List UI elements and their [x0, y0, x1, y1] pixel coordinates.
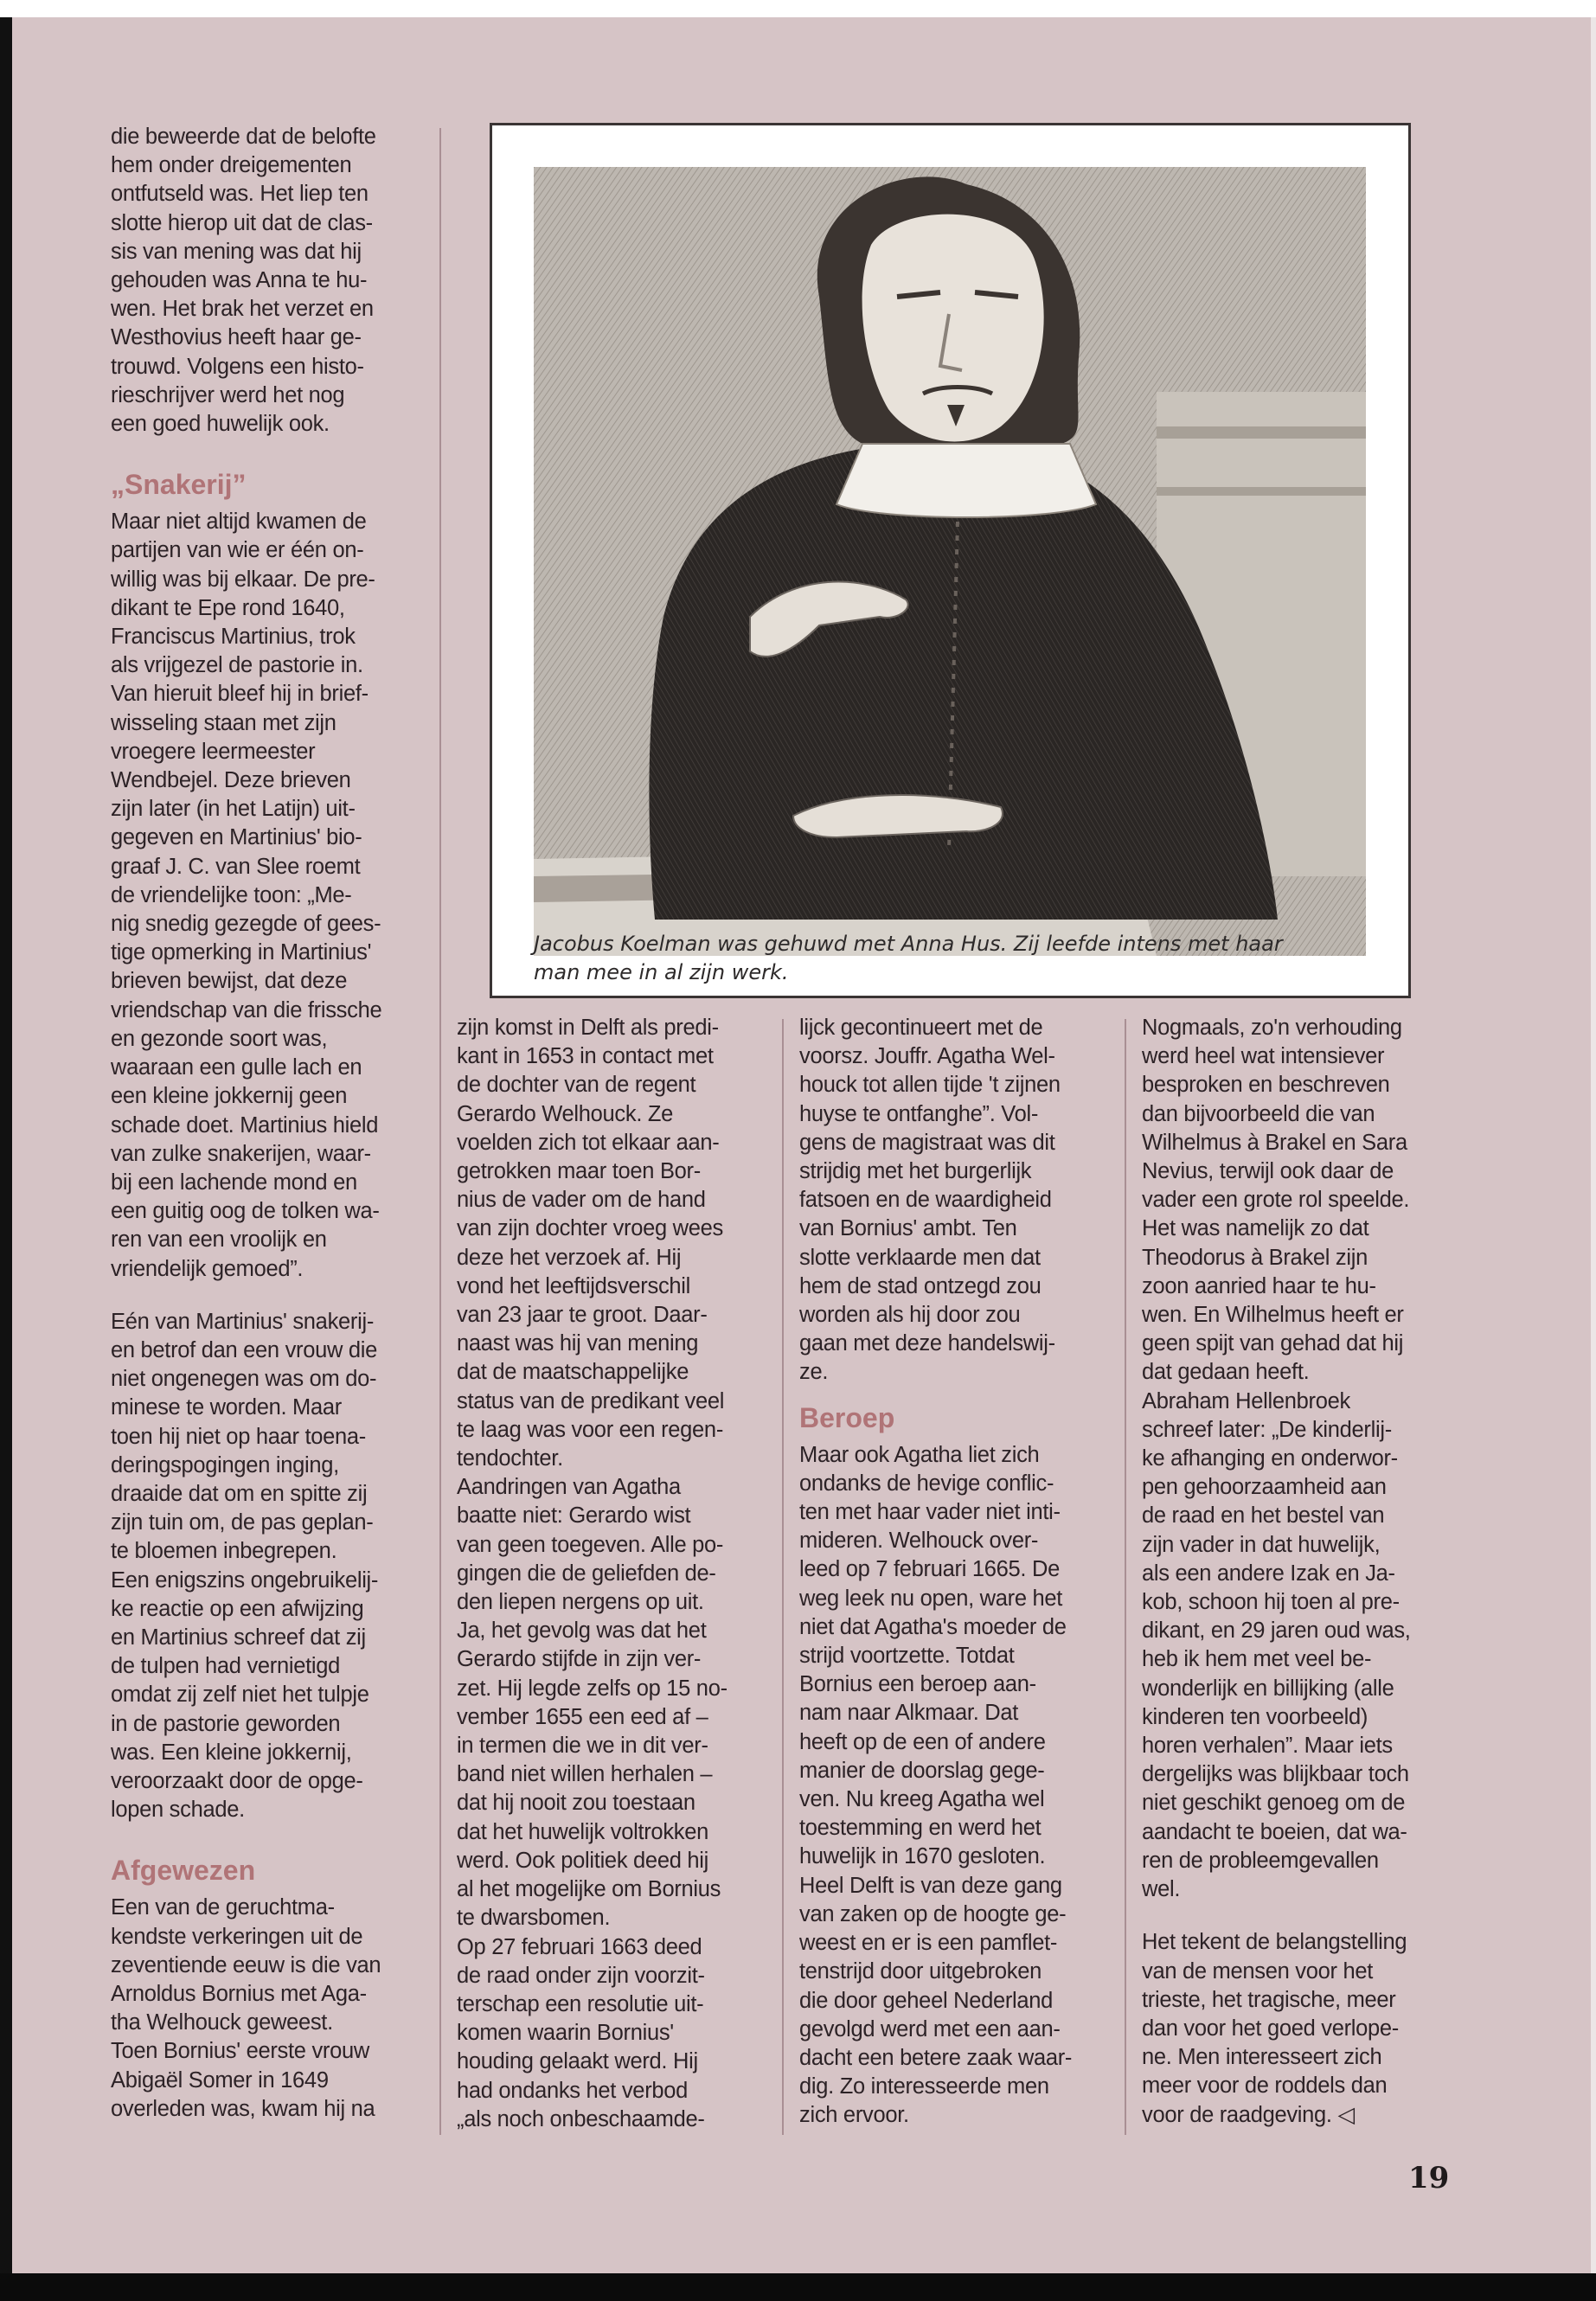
column-1 — [111, 123, 439, 2124]
paragraph-delft: zijn komst in Delft als predi- kant in 1653 in contact met de dochter van de regent Gerardo Welhouck. Ze voelden zich tot elkaar aan- getrokken maar toen Bor- nius de vader om de hand van zijn dochter vroeg wees deze het verzoek af. Hij vond het leeftijdsverschil van 23 jaar te groot. Daar- naast was hij van mening dat de maatschappelijke status van de predikant veel te laag was voor een regen- tendochter. Aandringen van Agatha baatte niet: Gerardo wist van geen toegeven. Alle po- gingen die de geliefden de- den liepen nergens op uit. Ja, het gevolg was dat het Gerardo stijfde in zijn ver- zet. Hij legde zelfs op 15 no- vember 1655 een eed af – in termen die we in dit ver- band niet willen herhalen – dat hij nooit zou toestaan dat het huwelijk voltrokken werd. Ook politiek deed hij al het mogelijke om Bornius te dwarsbomen. Op 27 februari 1663 deed de raad onder zijn voorzit- terschap een resolutie uit- komen waarin Bornius' houding gelaakt werd. Hij had ondanks het verbod „als noch onbeschaamde- — [457, 1016, 727, 2131]
paragraph-conclusion: Het tekent de belangstelling van de mensen voor het trieste, het tragische, meer dan voor het goed verlope- ne. Men interesseert zich meer voor de roddels dan voor de raadgeving. ◁ — [1142, 1930, 1407, 2127]
top-margin — [0, 0, 1596, 19]
paragraph-snakerij: Maar niet altijd kwamen de partijen van wie er één on- willig was bij elkaar. De pre- dikant te Epe rond 1640, Franciscus Martinius, trok als vrijgezel de pastorie in. Van hieruit bleef hij in brief- wisseling staan met zijn vroegere leermeester Wendbejel. Deze brieven zijn later (in het Latijn) uit- gegeven en Martinius' bio- graaf J. C. van Slee roemt de vriendelijke toon: „Me- nig snedig gezegde of gees- tige opmerking in Martinius' brieven bewijst, dat deze vriendschap van die frissche en gezonde soort was, waaraan een gulle lach en een kleine jokkernij geen schade doet. Martinius hield van zulke snakerijen, waar- bij een lachende mond en een guitig oog de tolken wa- ren van een vroolijk en vriendelijk gemoed”. — [111, 510, 382, 1281]
column-2 — [457, 1014, 777, 2134]
heading-beroep: Beroep — [799, 1401, 895, 1433]
paragraph-brakel: Nogmaals, zo'n verhouding werd heel wat intensiever besproken en beschreven dan bijvoorbeeld die van Wilhelmus à Brakel en Sara Nevius, terwijl ook daar de vader een grote rol speelde. Het was namelijk zo dat Theodorus à Brakel zijn zoon aanried haar te hu- wen. En Wilhelmus heeft er geen spijt van gehad dat hij dat gedaan heeft. Abraham Hellenbroek schreef later: „De kinderlij- ke afhanging en onderwor- pen gehoorzaamheid aan de raad en het bestel van zijn vader in dat huwelijk, als een andere Izak en Ja- kob, schoon hij toen al pre- dikant, en 29 jaren oud was, heb ik hem met veel be- wonderlijk en billijking (alle kinderen ten voorbeeld) horen verhalen”. Maar iets dergelijks was blijkbaar toch niet geschikt genoeg om de aandacht te boeien, dat wa- ren de probleemgevallen wel. — [1142, 1016, 1411, 1902]
portrait-illustration — [534, 167, 1366, 956]
paragraph-beroep: Maar ook Agatha liet zich ondanks de hevige conflic- ten met haar vader niet inti- mideren. Welhouck over- leed op 7 februari 1665. De weg leek nu open, ware het niet dat Agatha's moeder de strijd voortzette. Totdat Bornius een beroep aan- nam naar Alkmaar. Dat heeft op de een of andere manier de doorslag gege- ven. Nu kreeg Agatha wel toestemming en werd het huwelijk in 1670 gesloten. Heel Delft is van deze gang van zaken op de hoogte ge- weest en er is een pamflet- tenstrijd door uitgebroken die door geheel Nederland gevolgd werd met een aan- dacht een betere zaak waar- dig. Zo interesseerde men zich ervoor. — [799, 1442, 1073, 2128]
figure-portrait — [490, 123, 1411, 998]
heading-afgewezen: Afgewezen — [111, 1855, 256, 1887]
portrait-engraving — [534, 167, 1366, 956]
figure-caption: Jacobus Koelman was gehuwd met Anna Hus. Zij leefde intens met haar man mee in al zijn werk. — [534, 932, 1283, 984]
column-divider-2 — [782, 1019, 784, 2135]
column-3 — [799, 1014, 1128, 2131]
paragraph-bornius: Een van de geruchtma- kendste verkeringen uit de zeventiende eeuw is die van Arnoldus Bornius met Aga- tha Welhouck geweest. Toen Bornius' eerste vrouw Abigaël Somer in 1649 overleden was, kwam hij na — [111, 1895, 381, 2121]
column-divider-3 — [1125, 1019, 1126, 2135]
paragraph-tulpen: Eén van Martinius' snakerij- en betrof dan een vrouw die niet ongenegen was om do- minese te worden. Maar toen hij niet op haar toena- deringspogingen inging, draaide dat om en spitte zij zijn tuin om, de pas geplan- te bloemen inbegrepen. Een enigszins ongebruikelij- ke reactie op een afwijzing en Martinius schreef dat zij de tulpen had vernietigd omdat zij zelf niet het tulpje in de pastorie geworden was. Een kleine jokkernij, veroorzaakt door de opge- lopen schade. — [111, 1309, 379, 1823]
column-4 — [1142, 1014, 1479, 2130]
column-divider-1 — [439, 128, 441, 2135]
bottom-margin — [0, 2273, 1596, 2301]
page-number: 19 — [1408, 2161, 1450, 2195]
page-edge — [1591, 17, 1596, 2275]
page-spine — [0, 17, 12, 2275]
intro-paragraph: die beweerde dat de belofte hem onder dreigementen ontfutseld was. Het liep ten slotte hierop uit dat de clas- sis van mening was dat hij gehouden was Anna te hu- wen. Het brak het verzet en Westhovius heeft haar ge- trouwd. Volgens een histo- rieschrijver werd het nog een goed huwelijk ook. — [111, 125, 376, 437]
paragraph-magistraat: lijck gecontinueert met de voorsz. Jouffr. Agatha Wel- houck tot allen tijde 't zijnen huyse te ontfanghe”. Vol- gens de magistraat was dit strijdig met het burgerlijk fatsoen en de waardigheid van Bornius' ambt. Ten slotte verklaarde men dat hem de stad ontzegd zou worden als hij door zou gaan met deze handelswij- ze. — [799, 1016, 1061, 1385]
heading-snakerij: „Snakerij” — [111, 469, 247, 501]
